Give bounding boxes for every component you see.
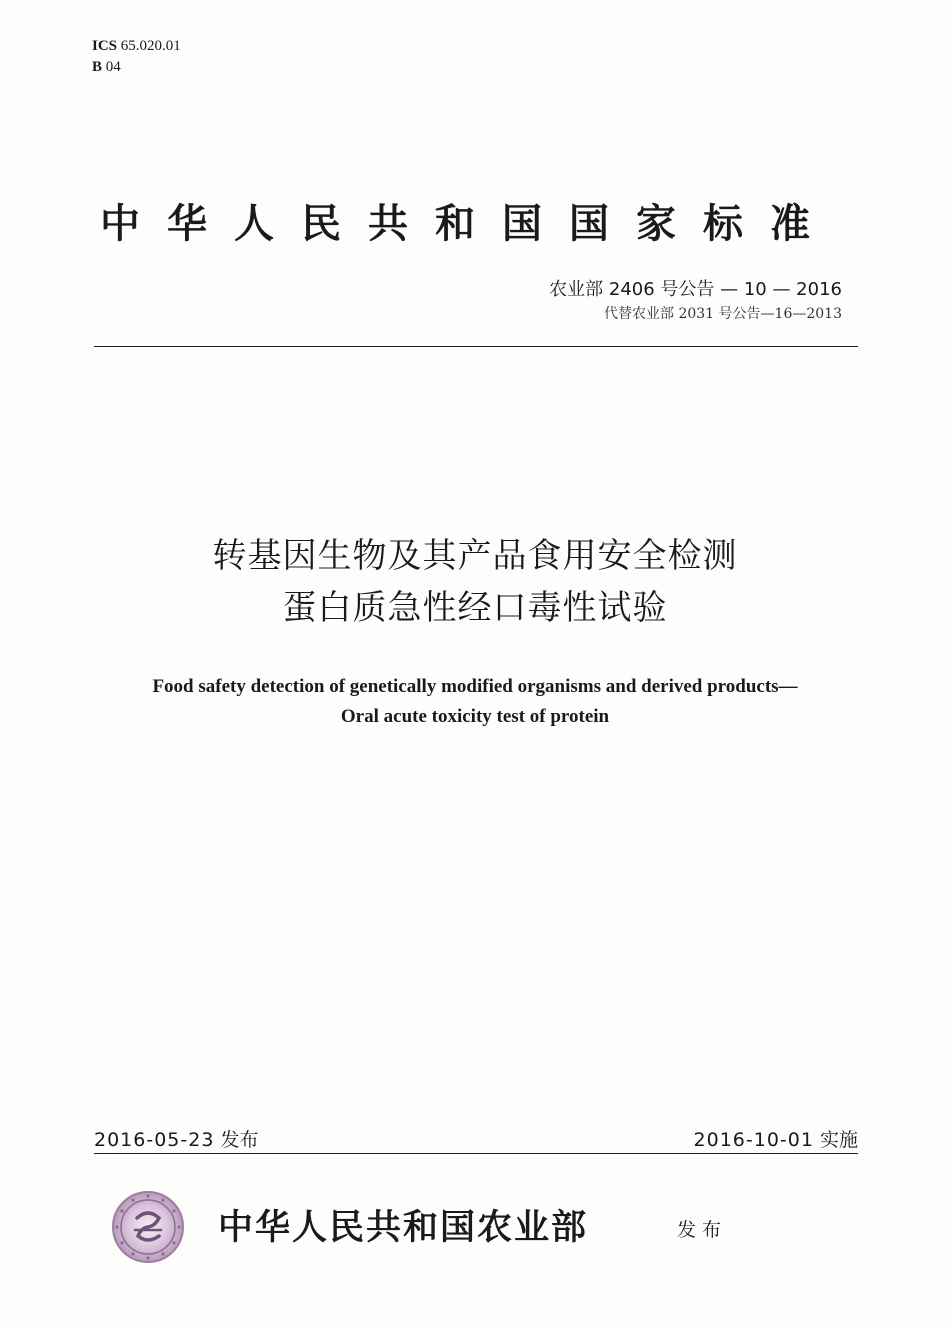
implementation-date-label: 实施 — [819, 1129, 858, 1151]
document-title-en — [0, 672, 950, 732]
issue-date-value: 2016-05-23 — [94, 1129, 215, 1151]
classification-codes — [92, 36, 181, 78]
publisher-name: 中华人民共和国农业部 — [218, 1207, 589, 1248]
document-title-zh — [0, 530, 950, 634]
issue-date-label: 发布 — [220, 1129, 259, 1151]
ccs-code: 04 — [105, 59, 121, 75]
publisher-action: 发布 — [677, 1219, 728, 1241]
title-en-line-2: Oral acute toxicity test of protein — [340, 706, 610, 727]
implementation-date-value: 2016-10-01 — [693, 1129, 814, 1151]
replaces-number: 代替农业部 2031 号公告—16—2013 — [604, 306, 842, 322]
standard-title: 中华人民共和国国家标准 — [100, 201, 837, 247]
ministry-seal-icon — [111, 1190, 185, 1264]
title-zh-line-1: 转基因生物及其产品食用安全检测 — [212, 536, 738, 576]
standard-numbers — [549, 277, 842, 325]
title-en-line-1: Food safety detection of genetically modified organisms and derived products— — [152, 676, 798, 697]
ccs-line — [92, 57, 181, 78]
issue-date — [94, 1125, 258, 1152]
ccs-label: B — [92, 59, 103, 75]
ics-label: ICS — [92, 38, 118, 54]
ics-line — [92, 36, 181, 57]
standard-number: 农业部 2406 号公告 — 10 — 2016 — [549, 279, 842, 300]
bottom-divider — [94, 1153, 858, 1154]
top-divider — [94, 346, 858, 347]
title-zh-line-2: 蛋白质急性经口毒性试验 — [282, 588, 668, 628]
ics-code: 65.020.01 — [120, 38, 181, 54]
implementation-date — [694, 1125, 858, 1152]
